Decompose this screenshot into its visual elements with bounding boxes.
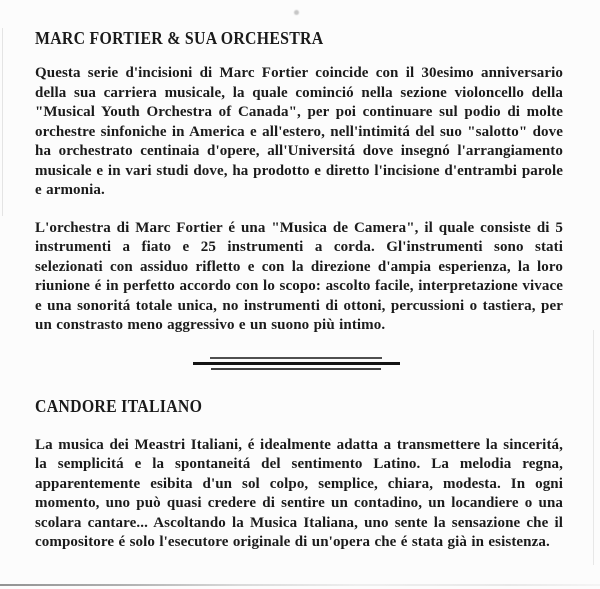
scan-speck-artifact — [294, 10, 299, 15]
section-2-heading: CANDORE ITALIANO — [35, 395, 203, 416]
liner-notes — [35, 27, 563, 553]
divider-rule-top — [210, 357, 382, 359]
section-2-paragraph-1: La musica dei Meastri Italiani, é idealmente adatta a transmettere la sinceritá, la semplicitá e la spontaneitá del sentimento Latino. La melodia regna, apparentemente esibita d'un sol colpo, semplice, chiara, modesta. In ogni momento, uno può quasi credere di sentire un contadino, un locandiere o una scolara cantare... Ascoltando la Musica Italiana, uno sente la sensazione che il compositore é solo l'esecutore originale di un'opera che é stata già in esistenza. — [35, 436, 563, 550]
section-1-heading: MARC FORTIER & SUA ORCHESTRA — [35, 28, 324, 48]
section-1-paragraph-1: Questa serie d'incisioni di Marc Fortier coincide con il 30esimo anniversario della sua carriera musicale, la quale cominció nella sezione violoncello della "Musical Youth Orchestra of Canada", per poi continuare sul podio di molte orchestre sinfoniche in America e all'estero, nell'intimitá del suo "salotto" dove ha orchestrato centinaia d'opere, all'Universitá dove insegnó l'arrangiamento musicale e in vari studi dove, ha prodotto e diretto l'incisione d'entrambi parole e armonia. — [35, 65, 563, 198]
section-divider — [35, 356, 563, 371]
divider-rule-bottom — [211, 368, 381, 370]
divider-rule-middle — [193, 362, 400, 365]
section-1-paragraph-2: L'orchestra di Marc Fortier é una "Musica de Camera", il quale consiste di 5 instrumenti a fiato e 25 instrumenti a corda. Gl'instrumenti sono stati selezionati con assiduo rifletto e con la direzione d'ampia esperienza, la loro riunione é in perfetto accordo con lo scopo: ascolto facile, interpretazione vivace e una sonoritá totale unica, no instrumenti di ottoni, percussioni o tastiera, per un constrasto meno aggressivo e un suono più intimo. — [35, 219, 563, 333]
scan-edge-line-left — [2, 28, 3, 216]
scan-edge-shadow-bottom — [0, 584, 600, 586]
scan-edge-line-right — [593, 330, 594, 565]
